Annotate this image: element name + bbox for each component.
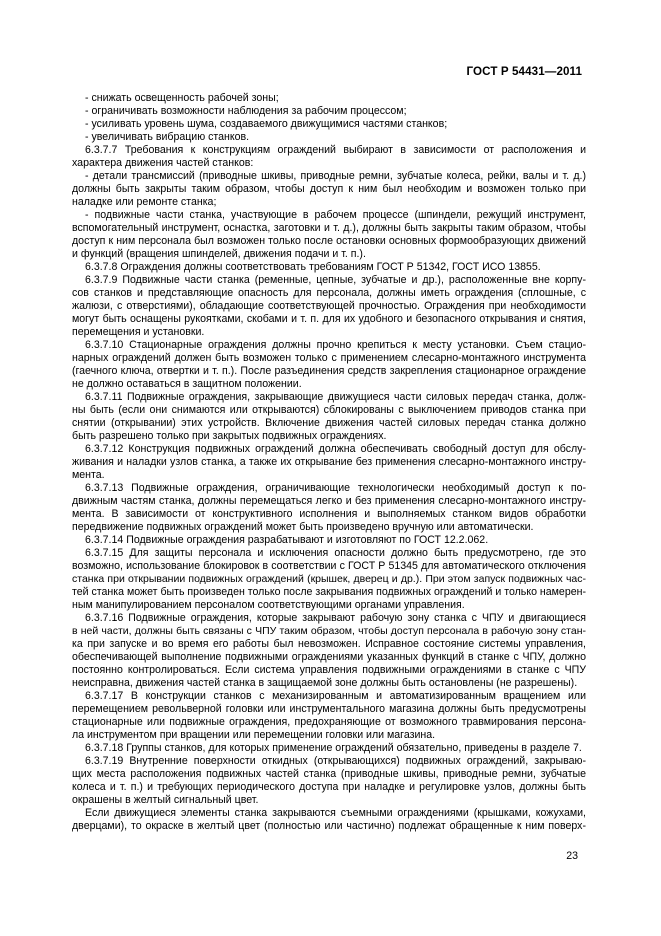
text-line: должны быть закрыты таким образом, чтобы доступ к ним был необходим и возможен только при bbox=[72, 183, 586, 195]
text-line: движным частям станка, должны перемещаться легко и без применения слесарно-монтажного инстру- bbox=[72, 495, 586, 507]
text-line: колеса и т. п.) и требующих периодического доступа при наладке и регулировке узлов, должны быть bbox=[72, 781, 586, 793]
text-line: ным манипулированием персоналом соответствующими органами управления. bbox=[72, 599, 465, 611]
text-line: станка при открывании подвижных ограждений (крышек, дверец и др.). При этом запуск подвижных час- bbox=[72, 573, 586, 585]
text-line: снятии (открывании) этих устройств. Включение движения частей силовых передач станка должно bbox=[72, 417, 586, 429]
text-line: могут быть оснащены рукоятками, скобами и т. п. для их удобного и безопасного открывания и снятия, bbox=[72, 313, 586, 325]
body-text bbox=[72, 92, 586, 833]
text-line: Если движущиеся элементы станка закрываются съемными ограждениями (крышками, кожухами, bbox=[85, 807, 586, 819]
text-line: - увеличивать вибрацию станков. bbox=[85, 131, 250, 143]
text-line: 6.3.7.7 Требования к конструкциям ограждений выбирают в зависимости от расположения и bbox=[85, 144, 586, 156]
text-line: сов станков и представляющие опасность для персонала, должны иметь ограждения (сплошные, с bbox=[72, 287, 586, 299]
text-line: - усиливать уровень шума, создаваемого движущимися частями станков; bbox=[85, 118, 448, 130]
text-line: 6.3.7.9 Подвижные части станка (ременные, цепные, зубчатые и др.), расположенные вне корпу- bbox=[85, 274, 586, 286]
page-number: 23 bbox=[566, 850, 578, 862]
text-line: 6.3.7.10 Стационарные ограждения должны прочно крепиться к месту установки. Съем стацио- bbox=[85, 339, 586, 351]
text-line: 6.3.7.18 Группы станков, для которых применение ограждений обязательно, приведены в разделе 7. bbox=[85, 742, 582, 754]
text-line: 6.3.7.19 Внутренние поверхности откидных (открывающихся) подвижных ограждений, закрываю- bbox=[85, 755, 586, 767]
text-line: нарных ограждений должен быть возможен только с применением слесарно-монтажного инструмента bbox=[72, 352, 586, 364]
text-line: 6.3.7.15 Для защиты персонала и исключения опасности должно быть предусмотрено, где это bbox=[85, 547, 586, 559]
text-line: вспомогательный инструмент, оснастка, заготовки и т. д.), должны быть закрыты таким образом, чтобы bbox=[72, 222, 586, 234]
text-line: щих места расположения подвижных частей станка (приводные шкивы, приводные ремни, зубчатые bbox=[72, 768, 586, 780]
text-line: - подвижные части станка, участвующие в рабочем процессе (шпиндели, режущий инструмент, bbox=[85, 209, 586, 221]
text-line: дверцами), то окраске в желтый цвет (полностью или частично) подлежат обращенные к ним поверх- bbox=[72, 820, 586, 832]
text-line: мента. bbox=[72, 469, 105, 481]
text-line: 6.3.7.13 Подвижные ограждения, ограничивающие технологически необходимый доступ к по- bbox=[85, 482, 586, 494]
text-line: 6.3.7.17 В конструкции станков с механизированным и автоматизированным вращением или bbox=[85, 690, 586, 702]
text-line: 6.3.7.12 Конструкция подвижных ограждений должна обеспечивать свободный доступ для обслу- bbox=[85, 443, 586, 455]
text-line: обеспечивающей выполнение подвижными ограждениями указанных функций в станке с ЧПУ, должно bbox=[72, 651, 586, 663]
text-line: - ограничивать возможности наблюдения за рабочим процессом; bbox=[85, 105, 407, 117]
text-line: перемещения и установки. bbox=[72, 326, 205, 338]
text-line: ны быть (если они снимаются или открываются) сблокированы с выключением приводов станка при bbox=[72, 404, 586, 416]
text-line: 6.3.7.11 Подвижные ограждения, закрывающие движущиеся части силовых передач станка, долж- bbox=[85, 391, 586, 403]
text-line: характера движения частей станков: bbox=[72, 157, 254, 169]
text-line: перемещением револьверной головки или инструментального магазина должны быть предусмотрены bbox=[72, 703, 586, 715]
text-line: мента. В зависимости от конструктивного исполнения и выполняемых станком видов обработки bbox=[72, 508, 586, 520]
text-line: 6.3.7.16 Подвижные ограждения, которые закрывают рабочую зону станка с ЧПУ и двигающиеся bbox=[85, 612, 586, 624]
text-line: не должно оставаться в защитном положении. bbox=[72, 378, 302, 390]
text-line: жалюзи, с отверстиями), обладающие соответствующей прочностью. Ограждения при необходимости bbox=[72, 300, 586, 312]
text-line: (гаечного ключа, отвертки и т. п.). После разъединения средств закрепления стационарное ограждение bbox=[72, 365, 586, 377]
text-line: наладке или ремонте станка; bbox=[72, 196, 217, 208]
text-line: доступ к ним персонала был возможен только после остановки основных формообразующих движений bbox=[72, 235, 586, 247]
text-line: 6.3.7.14 Подвижные ограждения разрабатывают и изготовляют по ГОСТ 12.2.062. bbox=[85, 534, 489, 546]
text-line: возможно, использование блокировок в соответствии с ГОСТ Р 51345 для автоматического отключения bbox=[72, 560, 586, 572]
text-line: живания и наладки узлов станка, а также их открывание без применения слесарно-монтажного инстру- bbox=[72, 456, 586, 468]
text-line: окрашены в желтый сигнальный цвет. bbox=[72, 794, 259, 806]
text-line: передвижение подвижных ограждений может быть произведено вручную или автоматически. bbox=[72, 521, 534, 533]
text-line: - детали трансмиссий (приводные шкивы, приводные ремни, зубчатые колеса, рейки, валы и т. д.) bbox=[85, 170, 586, 182]
text-line: ла инструментом при вращении или перемещении головки или магазина. bbox=[72, 729, 436, 741]
text-line: - снижать освещенность рабочей зоны; bbox=[85, 92, 279, 104]
text-line: 6.3.7.8 Ограждения должны соответствовать требованиям ГОСТ Р 51342, ГОСТ ИСО 13855. bbox=[85, 261, 541, 273]
text-line: ка при запуске и во время его работы был невозможен. Исправное состояние системы управления, bbox=[72, 638, 586, 650]
text-line: быть разрешено только при закрытых подвижных ограждениях. bbox=[72, 430, 387, 442]
text-line: постоянно контролироваться. Если система управления подвижными ограждениями в станке с ЧПУ bbox=[72, 664, 586, 676]
text-line: стационарные или подвижные ограждения, предохраняющие от возможного травмирования персона- bbox=[72, 716, 586, 728]
text-line: неисправна, движения частей станка в защищаемой зоне должны быть остановлены (не разрешены). bbox=[72, 677, 578, 689]
text-line: тей станка может быть произведен только после закрывания подвижных ограждений и только намерен- bbox=[72, 586, 586, 598]
standard-header: ГОСТ Р 54431—2011 bbox=[466, 65, 582, 78]
text-line: в ней части, должны быть связаны с ЧПУ таким образом, чтобы доступ персонала в рабочую зону стан- bbox=[72, 625, 586, 637]
text-line: и функций (вращения шпинделей, движения подачи и т. п.). bbox=[72, 248, 366, 260]
